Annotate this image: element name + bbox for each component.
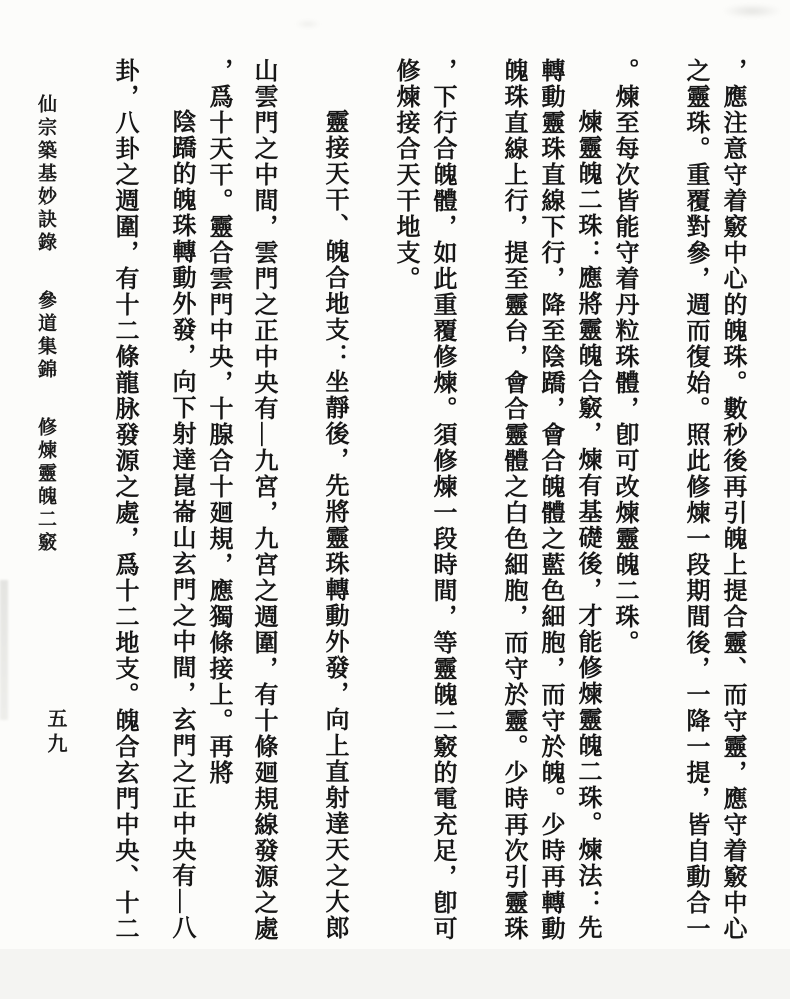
scan-artifact	[722, 4, 782, 18]
running-title	[34, 94, 56, 555]
text-column: ，應注意守着竅中心的魄珠。數秒後再引魄上提合靈、而守靈，應守着竅中心	[719, 58, 745, 942]
text-column: 山雲門之中間，雲門之正中央有—九宮，九宮之週圍，有十條廻規線發源之處	[250, 58, 276, 942]
text-column: 之靈珠。重覆對參，週而復始。照此修煉一段期間後，一降一提，皆自動合一	[682, 58, 708, 942]
text-column: ，下行合魄體，如此重覆修煉。須修煉一段時間，等靈魄二竅的電充足，卽可	[429, 58, 455, 942]
series-title: 參道集錦	[35, 289, 56, 382]
book-title: 仙宗築基妙訣錄	[35, 94, 56, 255]
chapter-title: 修煉靈魄二竅	[35, 416, 56, 555]
text-column: ，爲十天干。靈合雲門中央，十腺合十廻規，應獨條接上。再將	[205, 58, 231, 786]
scan-artifact	[0, 580, 8, 720]
text-column: 靈接天干、魄合地支：坐靜後，先將靈珠轉動外發，向上直射達天之大郎	[321, 109, 347, 941]
text-column: 陰蹻的魄珠轉動外發，向下射達崑崙山玄門之中間，玄門之正中央有—八	[168, 109, 194, 941]
scan-artifact	[295, 20, 321, 28]
page-number: 五九	[44, 708, 66, 758]
text-column: 卦，八卦之週圍，有十二條龍脉發源之處，爲十二地支。魄合玄門中央、十二	[111, 58, 137, 942]
body-text	[86, 58, 744, 948]
text-column: 。煉至每次皆能守着丹粒珠體，卽可改煉靈魄二珠。	[611, 58, 637, 656]
text-column: 煉靈魄二珠：應將靈魄合竅，煉有基礎後，才能修煉靈魄二珠。煉法：先	[574, 109, 600, 941]
text-column: 修煉接合天干地支。	[392, 58, 418, 292]
text-column: 魄珠直線上行，提至靈台，會合靈體之白色細胞，而守於靈。少時再次引靈珠	[500, 58, 526, 942]
text-column: 轉動靈珠直線下行，降至陰蹻，會合魄體之藍色細胞，而守於魄。少時再轉動	[537, 58, 563, 942]
